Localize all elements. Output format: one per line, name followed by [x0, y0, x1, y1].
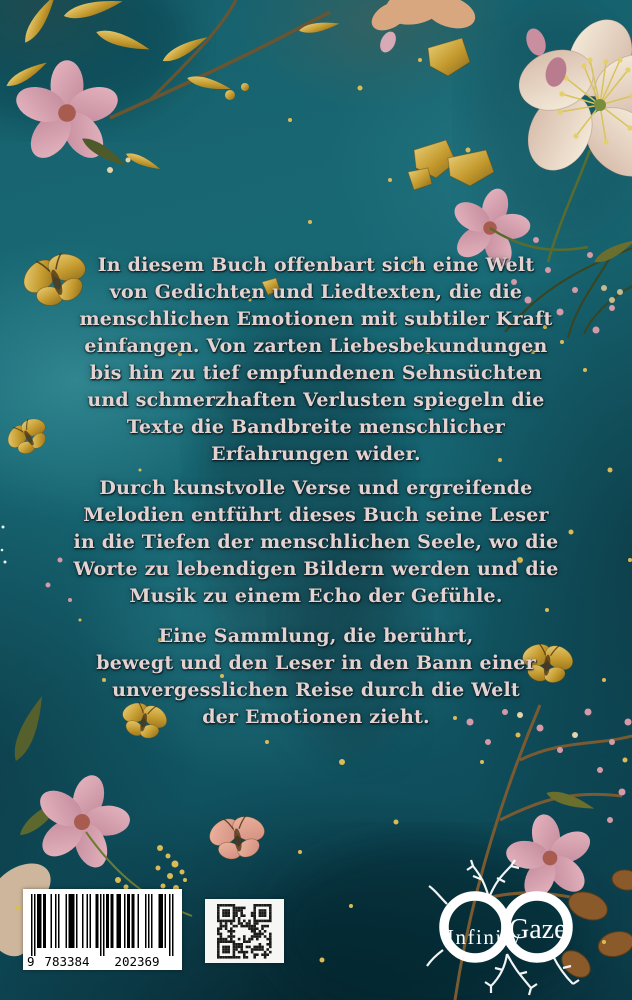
blurb-line: in die Tiefen der menschlichen Seele, wo die [73, 531, 559, 553]
barcode-digit-lead: 9 [27, 954, 35, 969]
blurb-line: Melodien entführt dieses Buch seine Leser [83, 504, 549, 526]
barcode-icon [23, 889, 182, 970]
blurb-line: Worte zu lebendigen Bildern werden und die [73, 558, 559, 580]
blurb-line: Musik zu einem Echo der Gefühle. [129, 585, 503, 607]
blurb-line: von Gedichten und Liedtexten, die die [109, 281, 523, 303]
blurb-line: Texte die Bandbreite menschlicher [126, 416, 506, 438]
blurb-line: und schmerzhaften Verlusten spiegeln die [87, 389, 545, 411]
publisher-logo [423, 856, 599, 1000]
logo-text-gaze: Gaze [509, 914, 567, 945]
blurb-paragraph-1 [0, 252, 632, 468]
blurb-paragraph-3 [0, 623, 632, 731]
blurb-line: bewegt und den Leser in den Bann einer [96, 652, 536, 674]
blurb-line: bis hin zu tief empfundenen Sehnsüchten [89, 362, 543, 384]
blurb-paragraph-2 [0, 475, 632, 610]
blurb-line: Durch kunstvolle Verse und ergreifende [99, 477, 533, 499]
barcode-digits-group1: 783384 [44, 954, 90, 969]
blurb-line: unvergesslichen Reise durch die Welt [112, 679, 520, 701]
blurb-line: einfangen. Von zarten Liebesbekundungen [84, 335, 548, 357]
blurb-line: Eine Sammlung, die berührt, [158, 625, 474, 647]
logo-text-infinity: Infinity [447, 925, 522, 949]
blurb-line: menschlichen Emotionen mit subtiler Kraft [79, 308, 553, 330]
qr-code [205, 899, 284, 963]
pink-butterfly-bottom [202, 808, 272, 865]
barcode-digits-group2: 202369 [114, 954, 160, 969]
qr-code-icon [205, 899, 284, 963]
blurb-line: In diesem Buch offenbart sich eine Welt [97, 254, 535, 276]
blurb-line: Erfahrungen wider. [211, 443, 421, 465]
isbn-barcode [23, 889, 182, 970]
peach-flower-top [367, 0, 480, 36]
blurb-line: der Emotionen zieht. [202, 706, 430, 728]
